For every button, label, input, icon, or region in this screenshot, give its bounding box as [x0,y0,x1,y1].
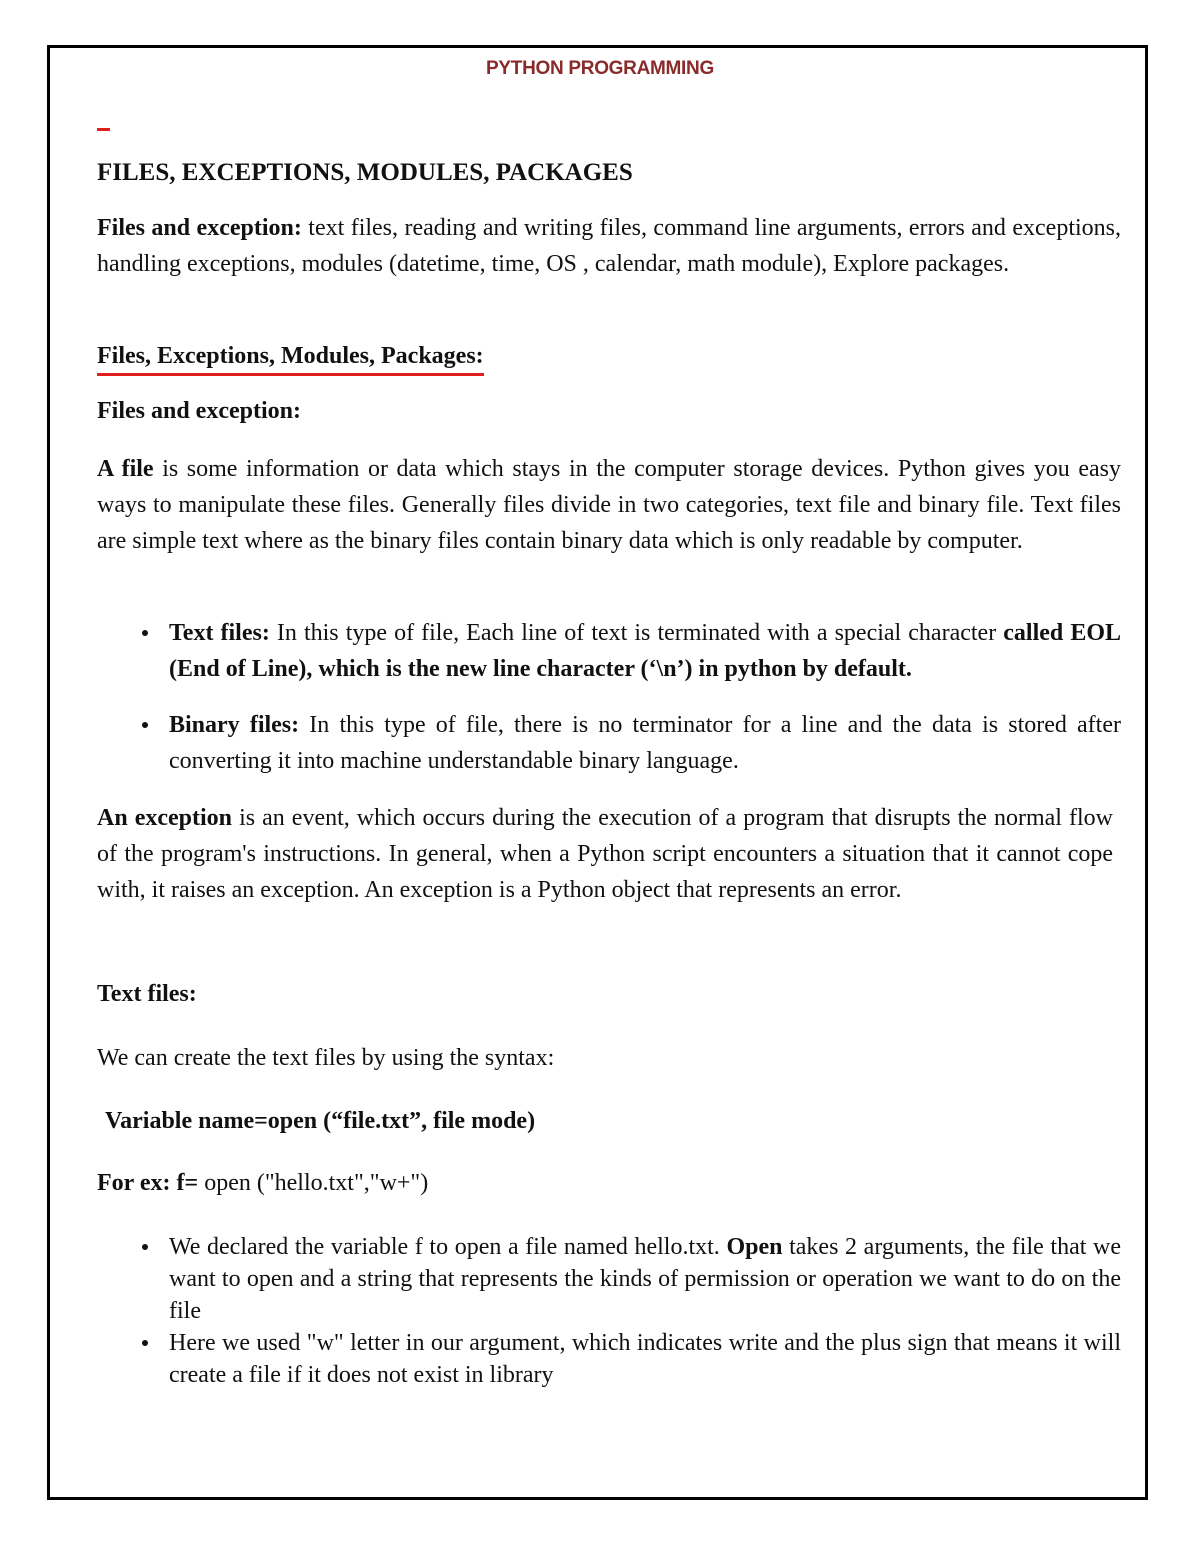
subheading-files-exception: Files and exception: [97,398,301,424]
exception-term: An exception [97,805,233,831]
section-heading: Files, Exceptions, Modules, Packages: [97,341,484,376]
example-label: For ex: f= [97,1170,199,1196]
binary-files-label: Binary files: [169,712,300,738]
file-paragraph [97,451,1121,559]
declared-post: takes 2 arguments, the file that we want to open and a string that represents the kinds of permission or operation we want to do on the file [169,1234,1122,1324]
exception-paragraph [97,800,1113,908]
example-code: open ("hello.txt","w+") [198,1170,429,1196]
w-plus-text: Here we used "w" letter in our argument, which indicates write and the plus sign that means it will create a file if it does not exist in library [169,1330,1121,1388]
list-item-binary-files [97,707,1121,779]
exception-text: is an event, which occurs during the execution of a program that disrupts the normal flow of the program's instructions. In general, when a Python script encounters a situation that it cannot cope with, it raises an exception. An exception is a Python object that represents an error. [97,805,1113,903]
red-marker [97,128,110,131]
text-files-heading: Text files: [97,981,197,1007]
file-types-list [97,615,1121,779]
text-files-label: Text files: [169,620,270,646]
syllabus-label: Files and exception: [97,215,302,241]
syllabus-text: text files, reading and writing files, command line arguments, errors and exceptions, handling exceptions, modules (datetime, time, OS , calendar, math module), Explore packages. [97,215,1121,277]
text-files-bold-tail: called EOL (End of Line), which is the new line character (‘\n’) in python by default. [169,620,1122,682]
declared-pre: We declared the variable f to open a file named hello.txt. [169,1234,727,1260]
declared-bold: Open [726,1234,783,1260]
running-header: PYTHON PROGRAMMING [486,58,714,79]
syntax-intro: We can create the text files by using the syntax: [97,1045,555,1071]
section-heading-wrap [97,338,1121,376]
binary-files-text: In this type of file, there is no terminator for a line and the data is stored after converting it into machine understandable binary language. [169,712,1121,774]
file-text: is some information or data which stays in the computer storage devices. Python gives you easy ways to manipulate these files. Generally files divide in two categories, text file and binary file. Text files are simple text where as the binary files contain binary data which is only readable by computer. [97,456,1121,554]
syntax-line: Variable name=open (“file.txt”, file mode) [105,1108,536,1134]
example-line [97,1165,1121,1201]
document-title: FILES, EXCEPTIONS, MODULES, PACKAGES [97,159,633,186]
list-item-w-plus [97,1327,1121,1391]
text-files-text: In this type of file, Each line of text is terminated with a special character [269,620,1004,646]
list-item-declared [97,1231,1121,1327]
syllabus-paragraph [97,210,1121,282]
file-term: A file [97,456,154,482]
open-explanation-list [97,1231,1121,1391]
list-item-text-files [97,615,1121,687]
